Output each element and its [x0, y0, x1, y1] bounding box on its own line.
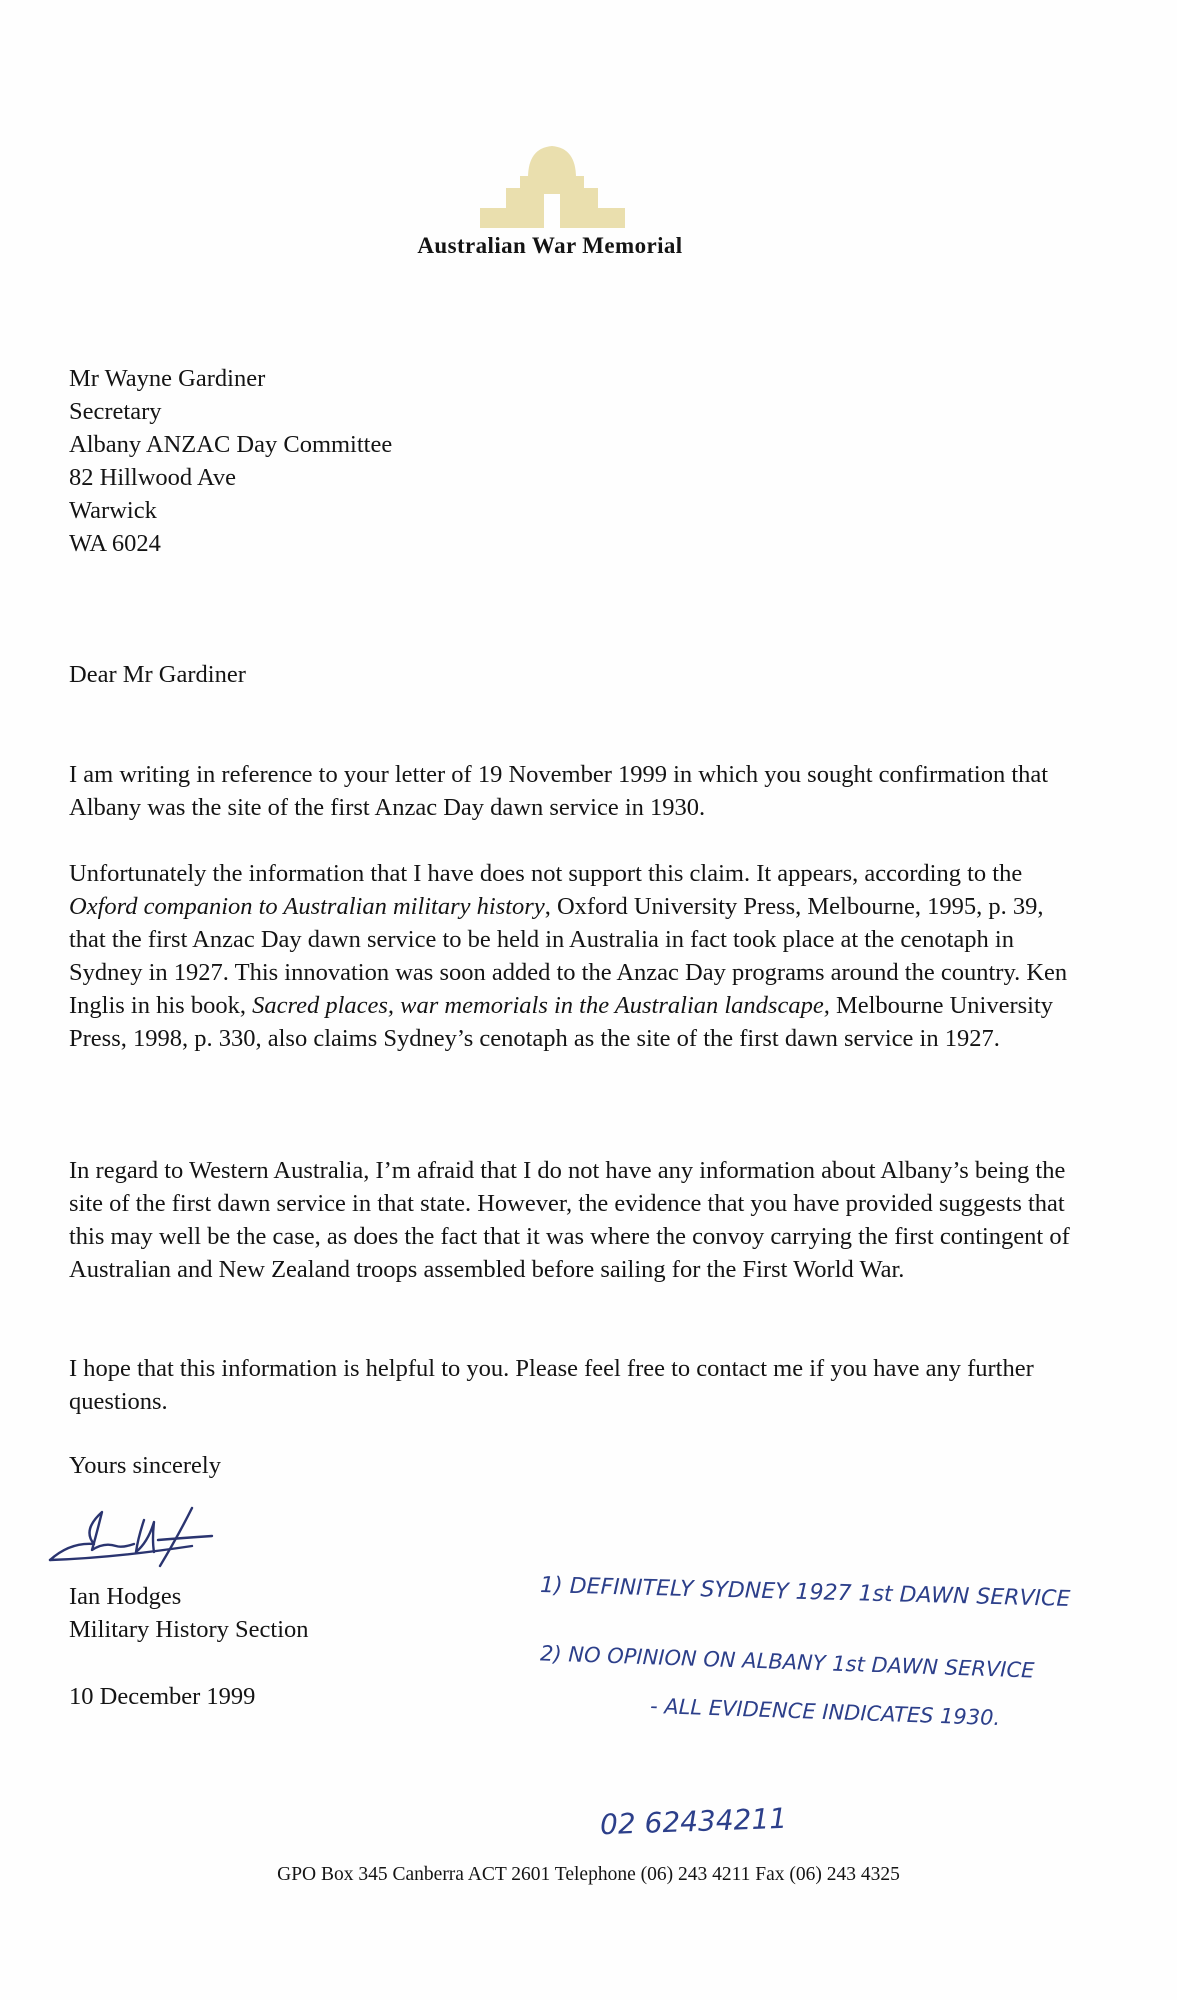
recipient-title: Secretary: [69, 398, 162, 425]
handwritten-note-1: 1) DEFINITELY SYDNEY 1927 1st DAWN SERVICE: [539, 1573, 1071, 1612]
reference-sacred-places: Sacred places, war memorials in the Australian landscape,: [252, 992, 830, 1019]
recipient-state-postcode: WA 6024: [69, 530, 161, 557]
body-paragraph-2-part-c: Melbourne University Press, 1998, p. 330, also claims Sydney’s cenotaph as the site of the first dawn service in 1927.: [69, 992, 1054, 1052]
body-paragraph-3: In regard to Western Australia, I’m afraid that I do not have any information about Albany’s being the site of the first dawn service in that state. However, the evidence that you have provided suggests that this may well be the case, as does the fact that it was where the convoy carrying the first contingent of Australian and New Zealand troops assembled before sailing for the First World War.: [69, 1157, 1070, 1283]
body-paragraph-2: [69, 857, 1079, 1055]
signer-name: Ian Hodges: [69, 1583, 182, 1610]
recipient-address: [69, 362, 392, 560]
handwritten-note-3: - ALL EVIDENCE INDICATES 1930.: [649, 1693, 1001, 1731]
memorial-building-icon: [480, 140, 625, 228]
recipient-name: Mr Wayne Gardiner: [69, 365, 266, 392]
signer-block: [69, 1580, 309, 1646]
recipient-organisation: Albany ANZAC Day Committee: [69, 431, 393, 458]
signature: [42, 1500, 232, 1570]
handwritten-note-2: 2) NO OPINION ON ALBANY 1st DAWN SERVICE: [539, 1641, 1035, 1683]
recipient-suburb: Warwick: [69, 497, 157, 524]
letter-date: 10 December 1999: [69, 1683, 256, 1710]
body-paragraph-4: I hope that this information is helpful to you. Please feel free to contact me if you have any further questions.: [69, 1355, 1034, 1415]
closing: Yours sincerely: [69, 1452, 221, 1479]
body-paragraph-2-part-a: Unfortunately the information that I have does not support this claim. It appears, according to the: [69, 860, 1023, 887]
handwritten-phone-number: 02 62434211: [599, 1801, 788, 1842]
salutation: Dear Mr Gardiner: [69, 661, 246, 688]
recipient-street: 82 Hillwood Ave: [69, 464, 236, 491]
signer-section: Military History Section: [69, 1616, 309, 1643]
letterhead-org-name: Australian War Memorial: [417, 233, 683, 258]
letter-footer: GPO Box 345 Canberra ACT 2601 Telephone (06) 243 4211 Fax (06) 243 4325: [277, 1864, 900, 1885]
body-paragraph-2-part-b: , Oxford University Press, Melbourne, 1995, p. 39, that the first Anzac Day dawn service to be held in Australia in fact took place at the cenotaph in Sydney in 1927. This innovation was soon added to the Anzac Day programs around the country. Ken Inglis in his book,: [69, 893, 1068, 1019]
reference-oxford-companion: Oxford companion to Australian military history: [69, 893, 545, 920]
body-paragraph-1: I am writing in reference to your letter of 19 November 1999 in which you sought confirmation that Albany was the site of the first Anzac Day dawn service in 1930.: [69, 761, 1049, 821]
